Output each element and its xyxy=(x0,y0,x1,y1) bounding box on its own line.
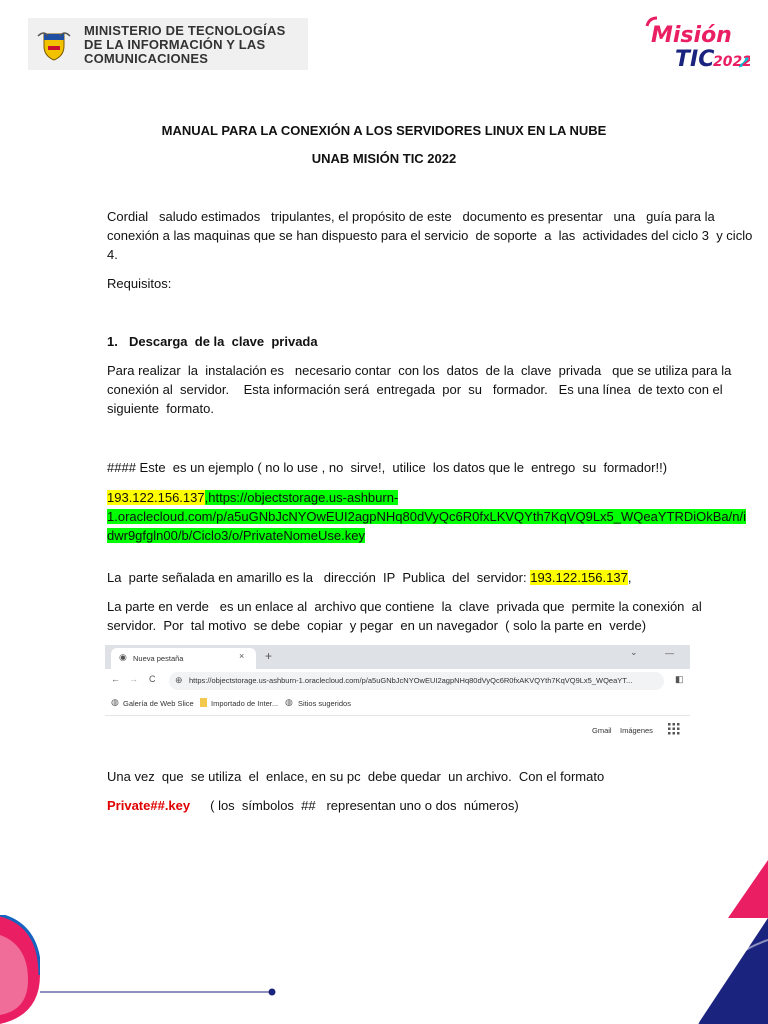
web-slice-icon: ◍ xyxy=(111,697,119,707)
ministry-line: MINISTERIO DE TECNOLOGÍAS xyxy=(84,23,286,38)
new-tab-icon[interactable]: + xyxy=(265,649,273,663)
back-icon[interactable]: ← xyxy=(111,674,120,684)
bookmark-item[interactable]: Galería de Web Slice xyxy=(123,699,194,708)
browser-address-row xyxy=(105,669,690,693)
yellow-explanation-text: La parte señalada en amarillo es la dirección IP Publica del servidor: xyxy=(107,570,531,585)
ministry-name xyxy=(84,24,285,66)
intro-line: Cordial saludo estimados tripulantes, el propósito de este documento es presentar una guía para la xyxy=(107,209,715,224)
globe-icon: ◍ xyxy=(285,697,293,707)
highlighted-ip: 193.122.156.137 xyxy=(530,570,628,585)
after-paragraph: Una vez que se utiliza el enlace, en su pc debe quedar un archivo. Con el formato xyxy=(107,769,605,784)
bookmarks-bar xyxy=(105,693,690,716)
year-word: 2022 xyxy=(713,54,750,70)
section-number: 1. xyxy=(107,334,118,349)
chevron-down-icon[interactable]: ⌄ xyxy=(630,647,638,657)
decorative-shapes-right xyxy=(678,860,768,1024)
gmail-link[interactable]: Gmail xyxy=(592,726,612,735)
key-format: Private##.key xyxy=(107,798,191,813)
decorative-line xyxy=(40,988,276,996)
example-url: dwr9gfgln00/b/Ciclo3/o/PrivateNomeUse.key xyxy=(107,528,365,543)
mision-word: Misión xyxy=(651,23,732,48)
tic-word: TIC xyxy=(675,47,715,72)
paragraph-line: conexión al servidor. Esta información será entregada por su formador. Es una línea de texto con el xyxy=(107,382,723,397)
browser-tab-bar xyxy=(105,645,690,669)
section-title: Descarga de la clave privada xyxy=(129,334,318,349)
format-line xyxy=(107,796,519,815)
document-subtitle: UNAB MISIÓN TIC 2022 xyxy=(311,151,457,166)
browser-screenshot xyxy=(105,645,690,740)
mision-tic-logo xyxy=(645,14,750,74)
green-explanation-line: servidor. Por tal motivo se debe copiar y pegar en un navegador ( solo la parte en verde) xyxy=(107,618,647,633)
sidebar-icon[interactable]: ◧ xyxy=(675,674,684,684)
paragraph-line: siguiente formato. xyxy=(107,401,214,416)
apps-grid-icon[interactable] xyxy=(668,723,680,735)
ministry-line: COMUNICACIONES xyxy=(84,51,209,66)
trailing-comma: , xyxy=(627,570,632,585)
intro-paragraph xyxy=(107,207,753,264)
bookmark-item[interactable]: Importado de Inter... xyxy=(211,699,279,708)
example-url: https://objectstorage.us-ashburn- xyxy=(208,490,399,505)
minimize-icon[interactable]: — xyxy=(665,648,674,658)
url-text: https://objectstorage.us-ashburn-1.oraclecloud.com/p/a5uGNbJcNYOwEUI2agpNHq80dVyQc6R0fxAKVQYth7KqVQ9Lx5_WQeaYT... xyxy=(189,676,633,685)
reload-icon[interactable]: C xyxy=(149,674,156,684)
example-ip: 193.122.156.137 xyxy=(107,490,205,505)
ministry-logo xyxy=(28,18,308,70)
close-icon[interactable]: × xyxy=(239,651,245,661)
paragraph-clave xyxy=(107,361,732,418)
images-link[interactable]: Imágenes xyxy=(620,726,653,735)
tab-title: Nueva pestaña xyxy=(133,654,184,663)
green-explanation-line: La parte en verde es un enlace al archivo que contiene la clave privada que permite la conexión al xyxy=(107,599,702,614)
browser-tab[interactable] xyxy=(111,648,256,669)
lock-icon: ⊕ xyxy=(175,675,183,685)
example-comma: , xyxy=(204,490,209,505)
address-bar[interactable] xyxy=(169,672,664,690)
mision-tic-logo-graphic xyxy=(645,14,750,74)
intro-line: 4. xyxy=(107,247,118,262)
example-url: 1.oraclecloud.com/p/a5uGNbJcNYOwEUI2agpNHq80dVyQc6R0fxLKVQYth7KqVQ9Lx5_WQeaYTRDiOkBa/n/i xyxy=(107,509,746,524)
ministry-line: DE LA INFORMACIÓN Y LAS xyxy=(84,37,266,52)
folder-icon xyxy=(200,698,207,707)
yellow-explanation xyxy=(107,568,631,587)
example-note: #### Este es un ejemplo ( no lo use , no sirve!, utilice los datos que le entrego su formador!!) xyxy=(107,460,668,475)
chrome-icon: ◉ xyxy=(119,652,127,662)
document-title: MANUAL PARA LA CONEXIÓN A LOS SERVIDORES LINUX EN LA NUBE xyxy=(161,123,607,138)
example-key-line xyxy=(107,488,746,545)
green-explanation xyxy=(107,597,727,635)
forward-icon[interactable]: → xyxy=(129,674,138,684)
requisitos-label: Requisitos: xyxy=(107,276,172,291)
intro-line: conexión a las maquinas que se han dispuesto para el servicio de soporte a las actividades del ciclo 3 y ciclo xyxy=(107,228,753,243)
paragraph-line: Para realizar la instalación es necesario contar con los datos de la clave privada que se utiliza para la xyxy=(107,363,732,378)
format-description: ( los símbolos ## representan uno o dos números) xyxy=(210,798,519,813)
bookmark-item[interactable]: Sitios sugeridos xyxy=(298,699,351,708)
coat-of-arms-icon xyxy=(36,26,72,62)
decorative-arc-left xyxy=(0,915,40,1024)
